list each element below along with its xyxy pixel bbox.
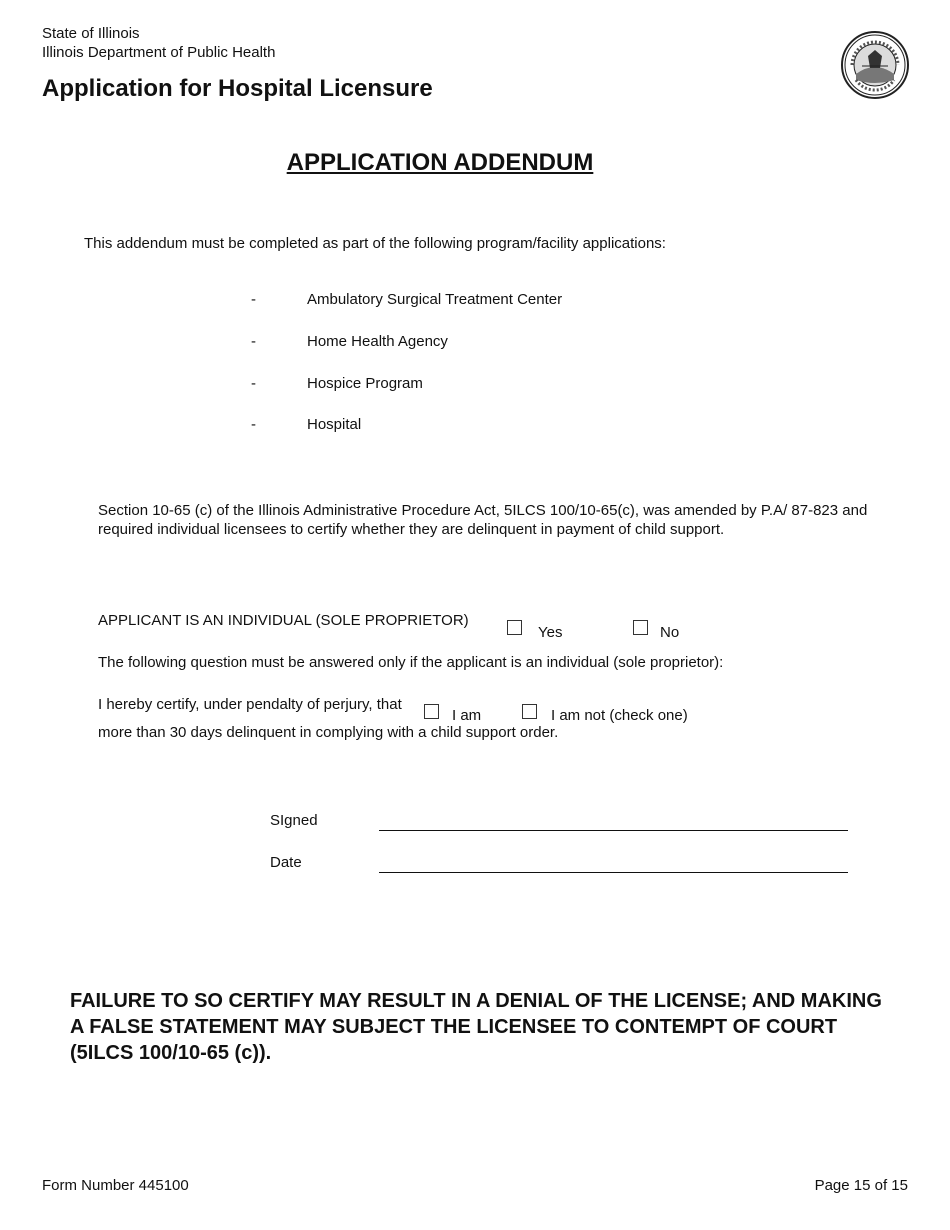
department-name: Illinois Department of Public Health <box>42 44 276 61</box>
individual-question-label: APPLICANT IS AN INDIVIDUAL (SOLE PROPRIETOR) <box>98 612 469 629</box>
warning-text: FAILURE TO SO CERTIFY MAY RESULT IN A DENIAL OF THE LICENSE; AND MAKING A FALSE STATEMENT MAY SUBJECT THE LICENSEE TO CONTEMPT OF COURT (5ILCS 100/10-65 (c)). <box>70 990 882 1064</box>
followup-note: The following question must be answered only if the applicant is an individual (sole proprietor): <box>98 654 724 671</box>
addendum-title: APPLICATION ADDENDUM <box>286 149 594 176</box>
date-line[interactable] <box>379 872 848 873</box>
certify-am-not-label: I am not (check one) <box>551 707 688 724</box>
page-number: Page 15 of 15 <box>814 1177 908 1194</box>
individual-no-checkbox[interactable] <box>633 620 648 635</box>
individual-yes-checkbox[interactable] <box>507 620 522 635</box>
list-bullet: - <box>251 333 256 350</box>
intro-text: This addendum must be completed as part of the following program/facility applications: <box>84 235 666 252</box>
list-bullet: - <box>251 291 256 308</box>
list-item: Home Health Agency <box>307 333 448 350</box>
list-item: Ambulatory Surgical Treatment Center <box>307 291 563 308</box>
statute-paragraph: Section 10-65 (c) of the Illinois Administrative Procedure Act, 5ILCS 100/10-65(c), was amended by P.A/ 87-823 and required individual licensees to certify whether they are delinquent in payment of child support. <box>98 502 868 538</box>
certify-label: I hereby certify, under pendalty of perjury, that <box>98 696 402 713</box>
certify-am-not-checkbox[interactable] <box>522 704 537 719</box>
page-title: Application for Hospital Licensure <box>42 75 433 102</box>
signed-label: SIgned <box>270 812 318 829</box>
individual-yes-label: Yes <box>538 624 563 641</box>
state-name: State of Illinois <box>42 25 140 42</box>
form-number: Form Number 445100 <box>42 1177 189 1194</box>
individual-no-label: No <box>660 624 680 641</box>
list-item: Hospital <box>307 416 362 433</box>
list-bullet: - <box>251 375 256 392</box>
list-item: Hospice Program <box>307 375 423 392</box>
certify-continuation: more than 30 days delinquent in complying with a child support order. <box>98 724 559 741</box>
signature-line[interactable] <box>379 830 848 831</box>
certify-am-label: I am <box>452 707 482 724</box>
state-seal-icon <box>840 30 910 100</box>
certify-am-checkbox[interactable] <box>424 704 439 719</box>
list-bullet: - <box>251 416 256 433</box>
date-label: Date <box>270 854 302 871</box>
